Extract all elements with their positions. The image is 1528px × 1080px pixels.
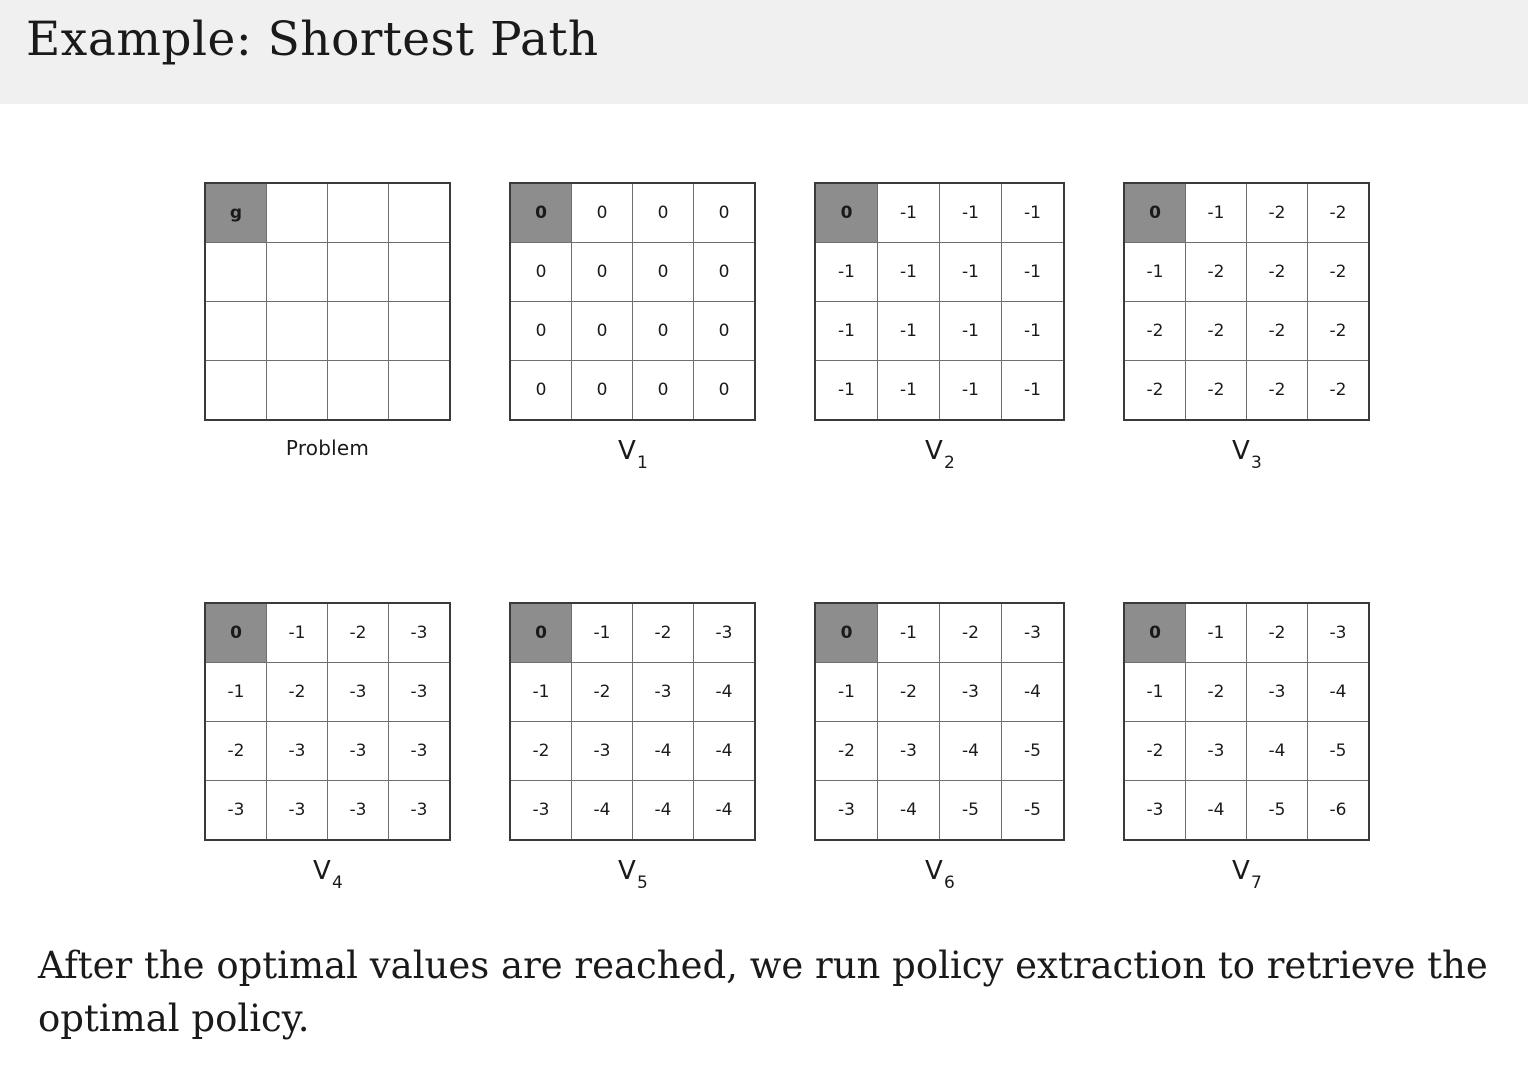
grid-row (510, 361, 755, 421)
grid-cell: -5 (940, 781, 1002, 841)
grid-cell: -2 (633, 603, 694, 663)
grid-row (510, 302, 755, 361)
grid-cell: 0 (572, 361, 633, 421)
grid-cell: -4 (1308, 663, 1370, 722)
grid-caption-label: V (924, 436, 943, 466)
grid-caption (312, 856, 344, 894)
value-grid (1123, 182, 1370, 421)
grid-row (815, 243, 1064, 302)
grid-cell: 0 (510, 302, 572, 361)
grid-cell: -1 (878, 243, 940, 302)
grid-cell: -3 (1186, 722, 1247, 781)
grid-cell: -4 (1247, 722, 1308, 781)
grid-caption-subscript: 4 (331, 873, 344, 894)
grid-cell: -1 (1002, 243, 1065, 302)
grid-caption (617, 856, 649, 894)
grid-block-v3 (1123, 182, 1370, 474)
goal-cell: 0 (1124, 183, 1186, 243)
goal-cell: 0 (815, 603, 878, 663)
grid-row (510, 603, 755, 663)
grid-row (510, 663, 755, 722)
grid-cell: -3 (267, 722, 328, 781)
goal-cell: g (205, 183, 267, 243)
grid-cell: -1 (878, 361, 940, 421)
grid-cell: -1 (572, 603, 633, 663)
grid-cell: -1 (878, 183, 940, 243)
grid-row (205, 603, 450, 663)
grid-cell: -2 (1308, 243, 1370, 302)
grid-row (1124, 243, 1369, 302)
slide-header (0, 0, 1528, 104)
grid-caption-subscript: 1 (636, 453, 649, 474)
grid-cell (389, 183, 451, 243)
grid-caption (1231, 856, 1263, 894)
grid-cell: -2 (940, 603, 1002, 663)
grid-cell: -3 (205, 781, 267, 841)
goal-cell: 0 (1124, 603, 1186, 663)
grid-caption-subscript: 6 (943, 873, 956, 894)
grid-caption-label: V (1231, 436, 1250, 466)
grid-row (205, 183, 450, 243)
grid-caption-label: V (924, 856, 943, 887)
grid-cell: -2 (1247, 603, 1308, 663)
grid-block-v4 (204, 602, 451, 894)
grid-cell: -1 (815, 361, 878, 421)
grid-cell: -3 (510, 781, 572, 841)
grid-cell: -4 (572, 781, 633, 841)
grid-cell: -1 (1124, 243, 1186, 302)
grid-cell: -2 (328, 603, 389, 663)
goal-cell: 0 (205, 603, 267, 663)
grid-cell: -1 (815, 302, 878, 361)
grid-cell: -3 (1308, 603, 1370, 663)
grid-cell: -1 (815, 243, 878, 302)
grid-row (205, 781, 450, 841)
grid-cell: -4 (694, 781, 756, 841)
grid-cell: -1 (940, 243, 1002, 302)
grid-cell: -1 (878, 302, 940, 361)
grid-cell: -4 (694, 722, 756, 781)
grid-row (510, 722, 755, 781)
grid-cell: -1 (1002, 183, 1065, 243)
grid-cell: -2 (1247, 243, 1308, 302)
grid-cell: -6 (1308, 781, 1370, 841)
grid-cell: -5 (1002, 781, 1065, 841)
grid-cell: -1 (1186, 603, 1247, 663)
grid-cell: -3 (389, 722, 451, 781)
value-grid (509, 602, 756, 841)
footer-note: After the optimal values are reached, we run policy extraction to retrieve the optimal policy. (38, 944, 1488, 1040)
page-title: Example: Shortest Path (26, 12, 599, 67)
grid-cell (205, 302, 267, 361)
grid-cell: -1 (267, 603, 328, 663)
grid-cell: -1 (940, 183, 1002, 243)
grid-caption-subscript: 3 (1250, 453, 1263, 474)
grid-cell: -2 (1308, 302, 1370, 361)
grid-cell: -1 (1002, 302, 1065, 361)
grid-row (815, 603, 1064, 663)
goal-cell: 0 (815, 183, 878, 243)
grid-row (1124, 603, 1369, 663)
grid-row (205, 361, 450, 421)
grid-row (815, 302, 1064, 361)
grid-cell: -2 (1186, 663, 1247, 722)
grid-row (1124, 361, 1369, 421)
grid-cell: 0 (572, 183, 633, 243)
value-grid (204, 182, 451, 421)
grid-cell: 0 (633, 183, 694, 243)
grid-cell: -1 (510, 663, 572, 722)
grid-caption (1231, 436, 1263, 474)
grid-cell: 0 (694, 183, 756, 243)
grid-cell (328, 183, 389, 243)
grid-cell: -2 (1247, 361, 1308, 421)
grid-cell: -5 (1247, 781, 1308, 841)
grid-cell: -3 (878, 722, 940, 781)
grid-cell: 0 (633, 302, 694, 361)
grid-cell: 0 (694, 302, 756, 361)
grid-row (815, 781, 1064, 841)
grid-row (510, 183, 755, 243)
grid-block-problem (204, 182, 451, 469)
value-grid (1123, 602, 1370, 841)
grid-cell: -1 (940, 361, 1002, 421)
grid-cell: -1 (878, 603, 940, 663)
grid-caption-subscript: 2 (943, 453, 956, 474)
grid-cell (328, 302, 389, 361)
grid-cell: -1 (815, 663, 878, 722)
grid-cell: -3 (1002, 603, 1065, 663)
grid-cell: -4 (694, 663, 756, 722)
grid-row (1124, 781, 1369, 841)
grid-row (205, 243, 450, 302)
grid-cell: -3 (633, 663, 694, 722)
value-grid (814, 182, 1065, 421)
grid-row (815, 361, 1064, 421)
grid-cell: -4 (633, 722, 694, 781)
grid-cell: -2 (1308, 361, 1370, 421)
grid-cell: 0 (572, 302, 633, 361)
grid-cell: -1 (1186, 183, 1247, 243)
grid-row (205, 302, 450, 361)
grid-cell: -3 (572, 722, 633, 781)
grid-cell: -1 (1124, 663, 1186, 722)
grid-caption (924, 856, 956, 894)
grid-cell: -4 (1186, 781, 1247, 841)
grid-cell (267, 243, 328, 302)
grid-cell (267, 302, 328, 361)
grid-block-v6 (814, 602, 1065, 894)
grid-row (1124, 722, 1369, 781)
grid-cell: -2 (1308, 183, 1370, 243)
grid-caption (286, 436, 369, 460)
grid-cell: -1 (1002, 361, 1065, 421)
grid-cell: 0 (510, 243, 572, 302)
goal-cell: 0 (510, 183, 572, 243)
grid-cell: 0 (633, 361, 694, 421)
grid-cell: -3 (1124, 781, 1186, 841)
grid-row-top (0, 182, 1528, 474)
grid-cell: -3 (940, 663, 1002, 722)
grid-cell: -3 (389, 781, 451, 841)
grid-cell (205, 243, 267, 302)
value-iteration-grids (0, 104, 1528, 894)
grid-cell: -4 (1002, 663, 1065, 722)
grid-caption (617, 436, 649, 474)
grid-cell: -4 (878, 781, 940, 841)
grid-caption-label: V (1231, 856, 1250, 887)
grid-cell (389, 243, 451, 302)
grid-cell: -2 (1186, 302, 1247, 361)
grid-cell: 0 (633, 243, 694, 302)
grid-row (205, 722, 450, 781)
grid-caption (924, 436, 956, 474)
grid-cell (328, 243, 389, 302)
goal-cell: 0 (510, 603, 572, 663)
grid-row (510, 781, 755, 841)
grid-caption-label: V (617, 436, 636, 466)
grid-cell: 0 (694, 361, 756, 421)
grid-row (510, 243, 755, 302)
grid-cell: -5 (1308, 722, 1370, 781)
grid-cell: 0 (510, 361, 572, 421)
grid-cell: 0 (694, 243, 756, 302)
value-grid (204, 602, 451, 841)
grid-cell: -3 (328, 722, 389, 781)
grid-cell: -2 (815, 722, 878, 781)
grid-cell (205, 361, 267, 421)
grid-cell: -3 (389, 663, 451, 722)
grid-row (815, 183, 1064, 243)
grid-cell: -5 (1002, 722, 1065, 781)
grid-cell: 0 (572, 243, 633, 302)
value-grid (509, 182, 756, 421)
grid-cell: -2 (1124, 722, 1186, 781)
grid-cell: -2 (1124, 361, 1186, 421)
grid-cell: -2 (1186, 243, 1247, 302)
grid-cell: -3 (328, 663, 389, 722)
grid-caption-label: Problem (285, 436, 370, 460)
grid-cell: -2 (1186, 361, 1247, 421)
grid-block-v1 (509, 182, 756, 474)
grid-cell: -3 (389, 603, 451, 663)
grid-row (815, 722, 1064, 781)
grid-cell (328, 361, 389, 421)
grid-cell: -2 (878, 663, 940, 722)
grid-row (205, 663, 450, 722)
grid-cell (267, 183, 328, 243)
grid-cell: -2 (572, 663, 633, 722)
grid-cell (267, 361, 328, 421)
grid-row (815, 663, 1064, 722)
grid-cell: -2 (1247, 302, 1308, 361)
grid-cell: -3 (328, 781, 389, 841)
grid-row-bottom (0, 602, 1528, 894)
grid-cell: -2 (267, 663, 328, 722)
grid-cell: -4 (940, 722, 1002, 781)
grid-row (1124, 663, 1369, 722)
grid-cell (389, 302, 451, 361)
grid-caption-label: V (617, 856, 636, 887)
grid-cell (389, 361, 451, 421)
grid-caption-subscript: 7 (1250, 873, 1263, 894)
grid-row (1124, 183, 1369, 243)
grid-cell: -3 (694, 603, 756, 663)
grid-cell: -1 (940, 302, 1002, 361)
grid-caption-subscript: 5 (636, 873, 649, 894)
grid-cell: -2 (1124, 302, 1186, 361)
grid-caption-label: V (312, 856, 331, 887)
grid-cell: -3 (267, 781, 328, 841)
grid-cell: -2 (1247, 183, 1308, 243)
grid-cell: -1 (205, 663, 267, 722)
grid-cell: -2 (205, 722, 267, 781)
grid-cell: -3 (1247, 663, 1308, 722)
grid-cell: -2 (510, 722, 572, 781)
grid-block-v2 (814, 182, 1065, 474)
value-grid (814, 602, 1065, 841)
grid-block-v5 (509, 602, 756, 894)
grid-cell: -3 (815, 781, 878, 841)
grid-block-v7 (1123, 602, 1370, 894)
grid-row (1124, 302, 1369, 361)
grid-cell: -4 (633, 781, 694, 841)
